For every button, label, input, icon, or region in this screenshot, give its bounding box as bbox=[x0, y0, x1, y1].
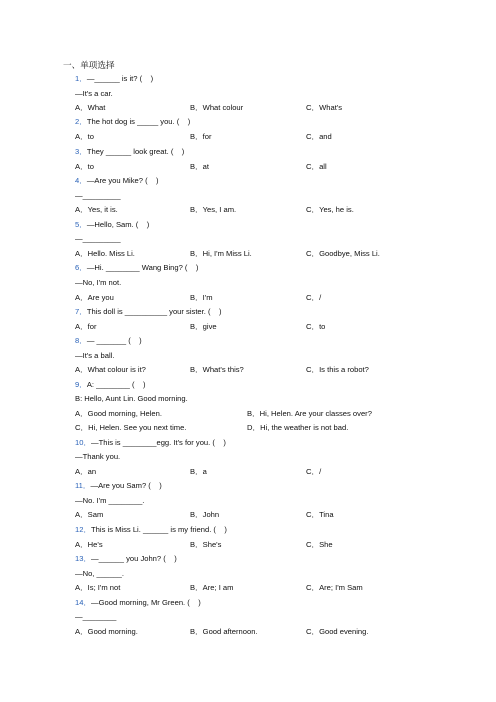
question-number: 1． bbox=[75, 74, 87, 83]
question-14-extra: —________ bbox=[75, 612, 117, 621]
option-a[interactable]: A．What bbox=[75, 103, 106, 112]
option-c[interactable]: C．Tina bbox=[306, 510, 334, 519]
question-number: 10． bbox=[75, 438, 92, 447]
question-14 bbox=[75, 598, 201, 608]
option-b[interactable]: B．at bbox=[190, 162, 209, 171]
option-a[interactable]: A．Good morning, Helen. bbox=[75, 409, 162, 418]
option-b[interactable]: B．give bbox=[190, 322, 217, 331]
question-stem: —Hello, Sam. ( ) bbox=[86, 220, 150, 229]
question-3 bbox=[75, 147, 184, 157]
option-c[interactable]: C．/ bbox=[306, 467, 322, 476]
option-c[interactable]: C．to bbox=[306, 322, 326, 331]
question-stem: —______ you John? ( ) bbox=[91, 554, 177, 563]
option-a[interactable]: A．for bbox=[75, 322, 97, 331]
question-10-extra: —Thank you. bbox=[75, 452, 121, 461]
option-b[interactable]: B．for bbox=[190, 132, 212, 141]
question-stem: — _______ ( ) bbox=[86, 336, 142, 345]
question-9 bbox=[75, 380, 146, 390]
question-stem: This doll is __________ your sister. ( ) bbox=[86, 307, 222, 316]
question-number: 8． bbox=[75, 336, 87, 345]
option-c[interactable]: C．and bbox=[306, 132, 332, 141]
option-c[interactable]: C．Is this a robot? bbox=[306, 365, 369, 374]
question-13-extra: —No, ______. bbox=[75, 569, 124, 578]
option-a[interactable]: A．Good morning. bbox=[75, 627, 138, 636]
option-c[interactable]: C．She bbox=[306, 540, 333, 549]
option-a[interactable]: A．What colour is it? bbox=[75, 365, 146, 374]
question-5 bbox=[75, 220, 149, 230]
option-b[interactable]: B．She's bbox=[190, 540, 222, 549]
option-a[interactable]: A．to bbox=[75, 132, 94, 141]
question-stem: They ______ look great. ( ) bbox=[86, 147, 185, 156]
question-stem: The hot dog is _____ you. ( ) bbox=[86, 117, 191, 126]
option-a[interactable]: A．an bbox=[75, 467, 97, 476]
option-a[interactable]: A．Sam bbox=[75, 510, 104, 519]
option-b[interactable]: B．Hi, Helen. Are your classes over? bbox=[247, 409, 372, 418]
option-a[interactable]: A．Are you bbox=[75, 293, 114, 302]
question-7 bbox=[75, 307, 221, 317]
question-number: 11． bbox=[75, 481, 91, 490]
question-9-extra: B: Hello, Aunt Lin. Good morning. bbox=[75, 394, 188, 403]
question-12 bbox=[75, 525, 227, 535]
option-b[interactable]: B．What colour bbox=[190, 103, 244, 112]
question-11-extra: —No. I'm ________. bbox=[75, 496, 145, 505]
question-number: 5． bbox=[75, 220, 87, 229]
option-b[interactable]: B．Yes, I am. bbox=[190, 205, 237, 214]
question-number: 13． bbox=[75, 554, 92, 563]
section-title: 一、单项选择 bbox=[63, 60, 115, 70]
option-a[interactable]: A．Hello. Miss Li. bbox=[75, 249, 135, 258]
question-stem: —Hi. ________ Wang Bing? ( ) bbox=[86, 263, 199, 272]
question-number: 7． bbox=[75, 307, 87, 316]
option-c[interactable]: C．Good evening. bbox=[306, 627, 369, 636]
question-8 bbox=[75, 336, 142, 346]
option-b[interactable]: B．I'm bbox=[190, 293, 213, 302]
question-stem: —______ is it? ( ) bbox=[86, 74, 154, 83]
question-10 bbox=[75, 438, 226, 448]
option-c[interactable]: C．Are; I'm Sam bbox=[306, 583, 363, 592]
question-5-extra: —_________ bbox=[75, 234, 121, 243]
question-number: 9． bbox=[75, 380, 87, 389]
option-a[interactable]: A．Is; I'm not bbox=[75, 583, 121, 592]
question-stem: A: ________ ( ) bbox=[86, 380, 146, 389]
question-stem: —Are you Mike? ( ) bbox=[86, 176, 159, 185]
option-b[interactable]: B．Are; I am bbox=[190, 583, 234, 592]
question-6 bbox=[75, 263, 198, 273]
question-1-extra: —It's a car. bbox=[75, 89, 113, 98]
question-number: 6． bbox=[75, 263, 87, 272]
question-13 bbox=[75, 554, 177, 564]
option-b[interactable]: B．What's this? bbox=[190, 365, 244, 374]
question-stem: —Are you Sam? ( ) bbox=[90, 481, 162, 490]
option-c[interactable]: C．What's bbox=[306, 103, 343, 112]
question-4-extra: —_________ bbox=[75, 191, 121, 200]
question-number: 14． bbox=[75, 598, 92, 607]
question-8-extra: —It's a ball. bbox=[75, 351, 115, 360]
question-number: 4． bbox=[75, 176, 87, 185]
question-6-extra: —No, I'm not. bbox=[75, 278, 122, 287]
question-stem: —Good morning, Mr Green. ( ) bbox=[91, 598, 201, 607]
question-1 bbox=[75, 74, 153, 84]
question-4 bbox=[75, 176, 159, 186]
option-a[interactable]: A．He's bbox=[75, 540, 103, 549]
option-c[interactable]: C．Hi, Helen. See you next time. bbox=[75, 423, 187, 432]
option-b[interactable]: B．a bbox=[190, 467, 207, 476]
option-a[interactable]: A．Yes, it is. bbox=[75, 205, 118, 214]
option-c[interactable]: C．all bbox=[306, 162, 327, 171]
option-b[interactable]: B．Hi, I'm Miss Li. bbox=[190, 249, 252, 258]
option-c[interactable]: C．Yes, he is. bbox=[306, 205, 354, 214]
question-number: 3． bbox=[75, 147, 87, 156]
question-number: 12． bbox=[75, 525, 92, 534]
option-c[interactable]: C．/ bbox=[306, 293, 322, 302]
question-11 bbox=[75, 481, 162, 491]
option-d[interactable]: D．Hi, the weather is not bad. bbox=[247, 423, 349, 432]
option-b[interactable]: B．John bbox=[190, 510, 220, 519]
question-2 bbox=[75, 117, 190, 127]
option-c[interactable]: C．Goodbye, Miss Li. bbox=[306, 249, 380, 258]
question-stem: —This is ________egg. It's for you. ( ) bbox=[91, 438, 226, 447]
option-b[interactable]: B．Good afternoon. bbox=[190, 627, 258, 636]
question-stem: This is Miss Li. ______ is my friend. ( ) bbox=[91, 525, 227, 534]
option-a[interactable]: A．to bbox=[75, 162, 94, 171]
question-number: 2． bbox=[75, 117, 87, 126]
